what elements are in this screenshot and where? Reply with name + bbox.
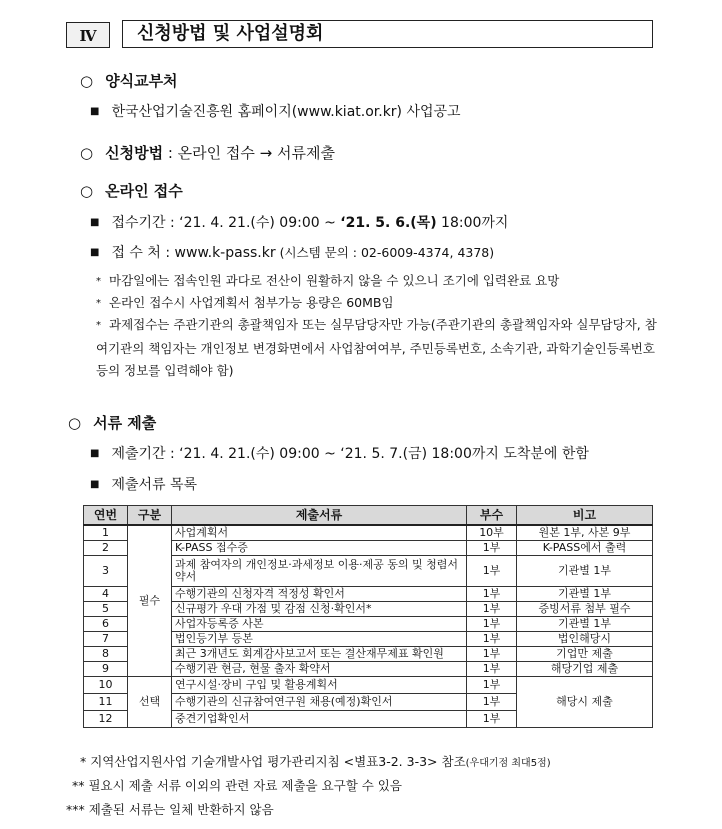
row-document: 중견기업확인서: [172, 711, 467, 728]
section-title: 신청방법 및 사업설명회: [122, 20, 653, 48]
circle-bullet-icon: ○: [80, 182, 94, 200]
square-bullet-icon: ■: [90, 448, 100, 459]
col-header-remarks: 비고: [517, 506, 653, 526]
row-copies: 1부: [467, 677, 517, 694]
square-bullet-icon: ■: [90, 106, 100, 117]
row-remarks: K-PASS에서 출력: [517, 541, 653, 556]
online-site-contact: (시스템 문의 : 02-6009-4374, 4378): [275, 245, 495, 260]
sec-form-distribution-title: 양식교부처: [105, 72, 178, 90]
note-star: *: [96, 276, 101, 287]
row-number: 5: [84, 602, 128, 617]
row-remarks: 해당기업 제출: [517, 662, 653, 677]
col-header-copies: 부수: [467, 506, 517, 526]
group-required: 필수: [128, 525, 172, 677]
table-header-row: [84, 506, 653, 526]
document-list-item: [90, 474, 197, 494]
row-document: 수행기관 현금, 현물 출자 확약서: [172, 662, 467, 677]
row-copies: 1부: [467, 602, 517, 617]
row-copies: 1부: [467, 632, 517, 647]
online-note-1-text: 마감일에는 접속인원 과다로 전산이 원활하지 않을 수 있으니 조기에 입력완료 요망: [109, 273, 560, 288]
row-number: 11: [84, 694, 128, 711]
document-list-text: 제출서류 목록: [111, 477, 198, 493]
circle-bullet-icon: ○: [80, 144, 94, 162]
row-document: 연구시설·장비 구입 및 활용계획서: [172, 677, 467, 694]
row-document: 과제 참여자의 개인정보·과세정보 이용·제공 동의 및 청렴서약서: [172, 556, 467, 587]
col-header-document: 제출서류: [172, 506, 467, 526]
row-document: 법인등기부 등본: [172, 632, 467, 647]
row-document: 수행기관의 신청자격 적정성 확인서: [172, 587, 467, 602]
row-copies: 10부: [467, 525, 517, 541]
online-note-2: [96, 292, 394, 316]
square-bullet-icon: ■: [90, 217, 100, 228]
row-number: 6: [84, 617, 128, 632]
sec-application-method: [80, 142, 335, 163]
row-number: 8: [84, 647, 128, 662]
row-number: 10: [84, 677, 128, 694]
online-note-3-text: 과제접수는 주관기관의 총괄책임자 또는 실무담당자만 가능(주관기관의 총괄책임자와 실무담당자, 참여기관의 책임자는 개인정보 변경화면에서 사업참여여부, 주민등록번호, 소속기관, 과학기술인등록번호 등의 정보를 입력해야 함): [96, 317, 657, 378]
row-copies: 1부: [467, 647, 517, 662]
row-remarks: 기업만 제출: [517, 647, 653, 662]
footnote-1: [80, 752, 551, 770]
col-header-number: 연번: [84, 506, 128, 526]
online-site-label: 접 수 처 :: [111, 245, 175, 261]
row-document: K-PASS 접수증: [172, 541, 467, 556]
sec-document-submission: [68, 412, 156, 433]
sec-application-method-title: 신청방법: [105, 144, 164, 162]
square-bullet-icon: ■: [90, 247, 100, 258]
footnote-2-star: **: [72, 778, 85, 793]
row-document: 사업계획서: [172, 525, 467, 541]
form-distribution-item: [90, 101, 461, 121]
row-copies: 1부: [467, 541, 517, 556]
row-document: 신규평가 우대 가점 및 감점 신청·확인서*: [172, 602, 467, 617]
online-note-3: [96, 314, 662, 382]
application-method-text: 온라인 접수 → 서류제출: [177, 144, 335, 162]
row-copies: 1부: [467, 617, 517, 632]
row-remarks: 기관별 1부: [517, 617, 653, 632]
footnote-3-star: ***: [66, 802, 85, 817]
row-remarks: 원본 1부, 사본 9부: [517, 525, 653, 541]
footnote-2-text: 필요시 제출 서류 이외의 관련 자료 제출을 요구할 수 있음: [84, 778, 402, 793]
circle-bullet-icon: ○: [68, 414, 82, 432]
group-optional: 선택: [128, 677, 172, 728]
row-number: 7: [84, 632, 128, 647]
sec-online-submission: [80, 180, 183, 201]
footnote-3: [66, 800, 274, 818]
sec-document-submission-title: 서류 제출: [93, 414, 157, 432]
row-remarks: 증빙서류 첨부 필수: [517, 602, 653, 617]
row-number: 2: [84, 541, 128, 556]
row-copies: 1부: [467, 711, 517, 728]
col-header-category: 구분: [128, 506, 172, 526]
row-document: 최근 3개년도 회계감사보고서 또는 결산재무제표 확인원: [172, 647, 467, 662]
table-row: [84, 525, 653, 541]
section-numeral: Ⅳ: [66, 22, 110, 48]
online-note-2-text: 온라인 접수시 사업계획서 첨부가능 용량은 60MB임: [109, 295, 394, 310]
note-star: *: [96, 320, 101, 331]
online-site-url[interactable]: www.k-pass.kr: [174, 245, 276, 261]
row-number: 1: [84, 525, 128, 541]
footnote-1-star: *: [80, 754, 87, 769]
row-copies: 1부: [467, 662, 517, 677]
form-distribution-text: 한국산업기술진흥원 홈페이지(www.kiat.or.kr) 사업공고: [111, 104, 461, 120]
online-period-label: 접수기간 :: [111, 215, 180, 231]
footnote-3-text: 제출된 서류는 일체 반환하지 않음: [84, 802, 274, 817]
document-period-text: 제출기간 : ‘21. 4. 21.(수) 09:00 ~ ‘21. 5. 7.(금) 18:00까지 도착분에 한함: [111, 446, 589, 462]
row-copies: 1부: [467, 694, 517, 711]
online-period-item: [90, 212, 508, 232]
row-number: 3: [84, 556, 128, 587]
row-document: 사업자등록증 사본: [172, 617, 467, 632]
row-copies: 1부: [467, 587, 517, 602]
submission-documents-table: [83, 505, 653, 728]
row-remarks: 기관별 1부: [517, 556, 653, 587]
footnote-1-text: 지역산업지원사업 기술개발사업 평가관리지침 <별표3-2. 3-3> 참조: [86, 754, 466, 769]
sec-online-submission-title: 온라인 접수: [105, 182, 183, 200]
online-period-start: ‘21. 4. 21.(수) 09:00 ~: [179, 215, 341, 231]
note-star: *: [96, 298, 101, 309]
row-number: 4: [84, 587, 128, 602]
row-document: 수행기관의 신규참여연구원 채용(예정)확인서: [172, 694, 467, 711]
sec-form-distribution: [80, 70, 178, 91]
table-row: [84, 677, 653, 694]
document-period-item: [90, 443, 589, 463]
optional-remarks: 해당시 제출: [517, 677, 653, 728]
row-number: 12: [84, 711, 128, 728]
row-number: 9: [84, 662, 128, 677]
online-period-end-time: 18:00까지: [436, 215, 509, 231]
application-method-sep: :: [163, 144, 178, 162]
online-note-1: [96, 270, 559, 294]
footnote-2: [72, 776, 402, 794]
square-bullet-icon: ■: [90, 479, 100, 490]
row-copies: 1부: [467, 556, 517, 587]
row-remarks: 법인해당시: [517, 632, 653, 647]
online-site-item: [90, 242, 494, 262]
circle-bullet-icon: ○: [80, 72, 94, 90]
footnote-1-detail: (우대기점 최대5점): [465, 758, 551, 769]
row-remarks: 기관별 1부: [517, 587, 653, 602]
online-period-end-date: ‘21. 5. 6.(목): [340, 215, 437, 231]
